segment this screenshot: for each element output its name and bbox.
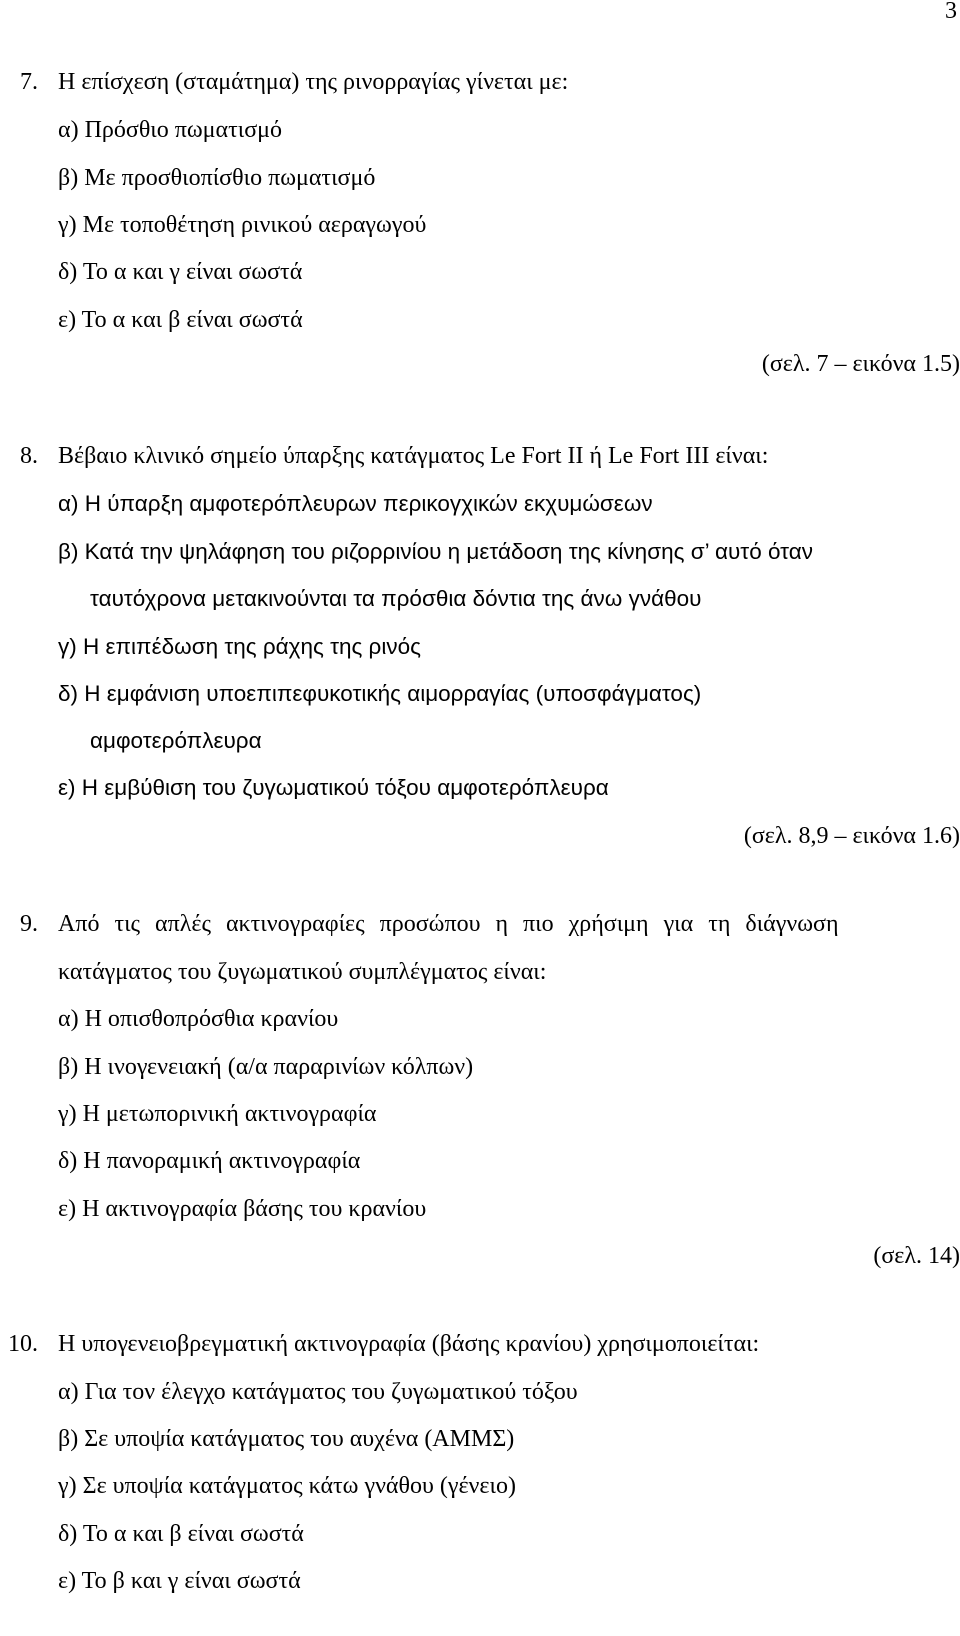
answer-option-e: ε) Η ακτινογραφία βάσης του κρανίου [58, 1196, 427, 1222]
answer-option-d: δ) Το α και γ είναι σωστά [58, 259, 303, 285]
answer-option-c: γ) Η μετωπορινική ακτινογραφία [58, 1101, 377, 1127]
answer-option-e: ε) Η εμβύθιση του ζυγωματικού τόξου αμφοτερόπλευρα [58, 775, 609, 800]
answer-option-a: α) Η οπισθοπρόσθια κρανίου [58, 1006, 339, 1032]
answer-option-c: γ) Η επιπέδωση της ράχης της ρινός [58, 634, 421, 659]
answer-option-a: α) Για τον έλεγχο κατάγματος του ζυγωματικού τόξου [58, 1379, 578, 1405]
answer-option-a: α) Πρόσθιο πωματισμό [58, 117, 283, 143]
question-text-continuation: κατάγματος του ζυγωματικού συμπλέγματος είναι: [58, 959, 547, 985]
answer-option-b: β) Με προσθιοπίσθιο πωματισμό [58, 165, 376, 191]
page-number: 3 [945, 0, 957, 24]
question-number: 10. [8, 1331, 38, 1357]
answer-option-e: ε) Το β και γ είναι σωστά [58, 1568, 301, 1594]
page-reference: (σελ. 7 – εικόνα 1.5) [761, 351, 960, 377]
question-text: Η υπογενειοβρεγματική ακτινογραφία (βάσης κρανίου) χρησιμοποιείται: [58, 1331, 760, 1357]
answer-option-b: β) Η ινογενειακή (α/α παραρινίων κόλπων) [58, 1054, 474, 1080]
answer-option-a: α) Η ύπαρξη αμφοτερόπλευρων περικογχικών εκχυμώσεων [58, 491, 653, 516]
page-reference: (σελ. 14) [873, 1243, 960, 1269]
question-number: 8. [20, 443, 38, 469]
question-text: Η επίσχεση (σταμάτημα) της ρινορραγίας γίνεται με: [58, 69, 569, 95]
answer-option-b-continuation: ταυτόχρονα μετακινούνται τα πρόσθια δόντια της άνω γνάθου [90, 586, 702, 611]
answer-option-c: γ) Με τοποθέτηση ρινικού αεραγωγού [58, 212, 427, 238]
question-number: 7. [20, 69, 38, 95]
page-reference: (σελ. 8,9 – εικόνα 1.6) [743, 823, 960, 849]
answer-option-b: β) Σε υποψία κατάγματος του αυχένα (ΑΜΜΣ) [58, 1426, 515, 1452]
answer-option-c: γ) Σε υποψία κατάγματος κάτω γνάθου (γένειο) [58, 1473, 516, 1499]
question-number: 9. [20, 911, 38, 937]
answer-option-d: δ) Η πανοραμική ακτινογραφία [58, 1148, 361, 1174]
answer-option-d: δ) Η εμφάνιση υποεπιπεφυκοτικής αιμορραγίας (υποσφάγματος) [58, 681, 702, 706]
answer-option-d-continuation: αμφοτερόπλευρα [90, 728, 262, 753]
question-text: Από τις απλές ακτινογραφίες προσώπου η πιο χρήσιμη για τη διάγνωση [58, 911, 839, 937]
answer-option-d: δ) Το α και β είναι σωστά [58, 1521, 304, 1547]
answer-option-e: ε) Το α και β είναι σωστά [58, 307, 303, 333]
question-text: Βέβαιο κλινικό σημείο ύπαρξης κατάγματος Le Fort II ή Le Fort III είναι: [58, 443, 769, 469]
answer-option-b: β) Κατά την ψηλάφηση του ριζορρινίου η μετάδοση της κίνησης σ’ αυτό όταν [58, 539, 813, 564]
